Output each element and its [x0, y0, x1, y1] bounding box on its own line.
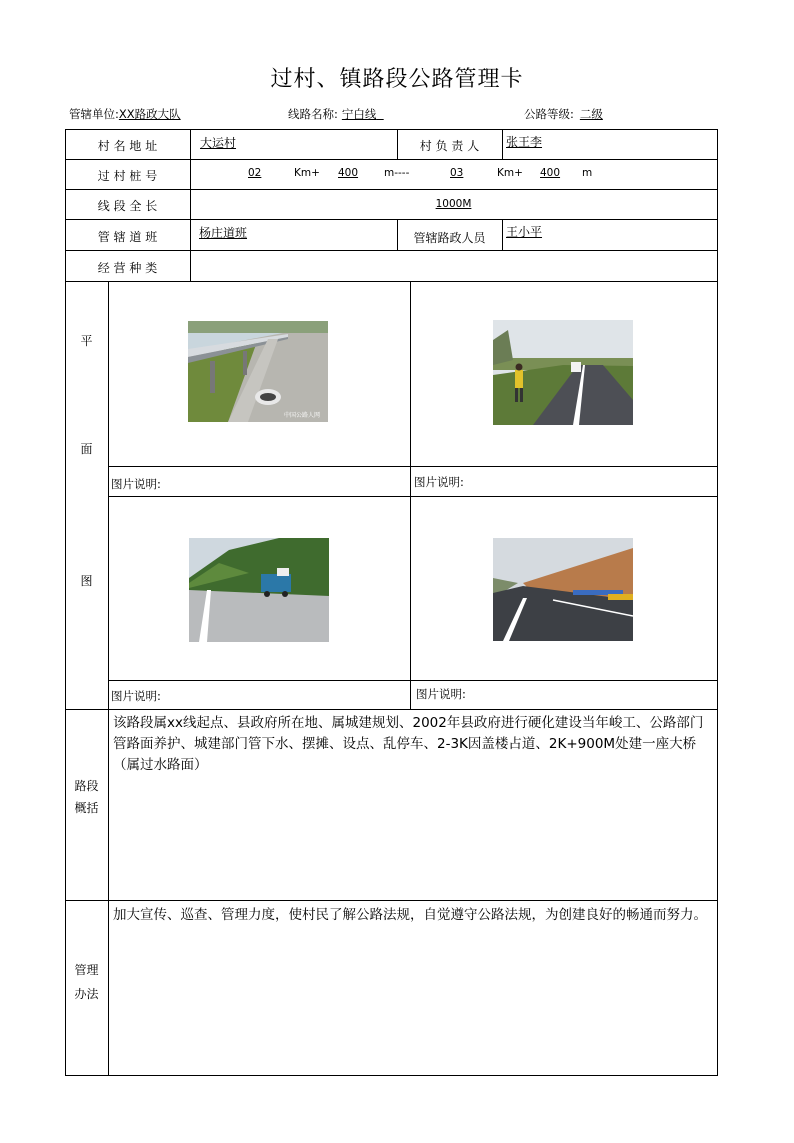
unit-label: 管辖单位:	[69, 107, 119, 121]
photo-truck-mountain-road	[189, 538, 329, 642]
summary-label-line-2: 概括	[74, 801, 99, 815]
stake-end-k: 03	[450, 167, 464, 179]
stake-label: 过 村 桩 号	[97, 169, 158, 183]
photo-4-caption: 图片说明:	[416, 687, 466, 701]
stake-end-m: 400	[540, 167, 561, 179]
stake-m-unit-1: m----	[384, 167, 410, 179]
photo-worker-road	[493, 320, 633, 425]
summary-label	[65, 775, 108, 819]
plan-label-2: 面	[80, 442, 93, 456]
photo-1-caption: 图片说明:	[111, 477, 161, 491]
plan-label-1: 平	[80, 334, 93, 348]
method-label-line-1: 管理	[74, 963, 99, 977]
photo-watermark: 中国公路人网	[284, 412, 321, 419]
route-label: 线路名称:	[288, 107, 338, 121]
plan-label-3: 图	[80, 574, 93, 588]
length-label: 线 段 全 长	[97, 199, 158, 213]
grade-label: 公路等级:	[524, 107, 574, 121]
photo-guardrail-road	[188, 321, 328, 422]
stake-m-unit-2: m	[582, 167, 593, 179]
business-label: 经 营 种 类	[97, 261, 158, 275]
stake-start-m: 400	[338, 167, 359, 179]
route-name	[288, 106, 384, 122]
village-head-label: 村 负 责 人	[419, 139, 480, 153]
stake-km-unit-2: Km+	[497, 167, 523, 179]
village-name-value: 大运村	[200, 136, 237, 150]
stake-km-unit-1: Km+	[294, 167, 320, 179]
grade-value: 二级	[579, 107, 603, 121]
photo-curved-highway	[493, 538, 633, 641]
officer-label: 管辖路政人员	[413, 231, 486, 245]
summary-text: 该路段属xx线起点、县政府所在地、属城建规划、2002年县政府进行硬化建设当年峻工、公路部门管路面养护、城建部门管下水、摆摊、设点、乱停车、2-3K因盖楼占道、2K+900M处建一座大桥（属过水路面）	[113, 715, 704, 773]
summary-label-line-1: 路段	[74, 779, 99, 793]
route-value: 宁白线	[341, 107, 377, 121]
village-name-label: 村 名 地 址	[97, 139, 158, 153]
management-unit	[69, 106, 181, 122]
photo-3-caption: 图片说明:	[111, 689, 161, 703]
photo-2-caption: 图片说明:	[414, 475, 464, 489]
officer-value: 王小平	[506, 225, 543, 239]
team-label: 管 辖 道 班	[97, 230, 158, 244]
unit-value: XX路政大队	[118, 107, 181, 121]
village-head-value: 张王李	[506, 135, 543, 149]
method-text: 加大宣传、巡查、管理力度，使村民了解公路法规，自觉遵守公路法规，为创建良好的畅通而努力。	[113, 907, 707, 923]
page-title: 过村、镇路段公路管理卡	[270, 67, 524, 92]
length-value: 1000M	[435, 198, 472, 210]
road-grade	[524, 106, 603, 122]
method-label	[65, 958, 108, 1006]
team-value: 杨庄道班	[199, 226, 248, 240]
stake-start-k: 02	[248, 167, 262, 179]
method-label-line-2: 办法	[74, 987, 99, 1001]
